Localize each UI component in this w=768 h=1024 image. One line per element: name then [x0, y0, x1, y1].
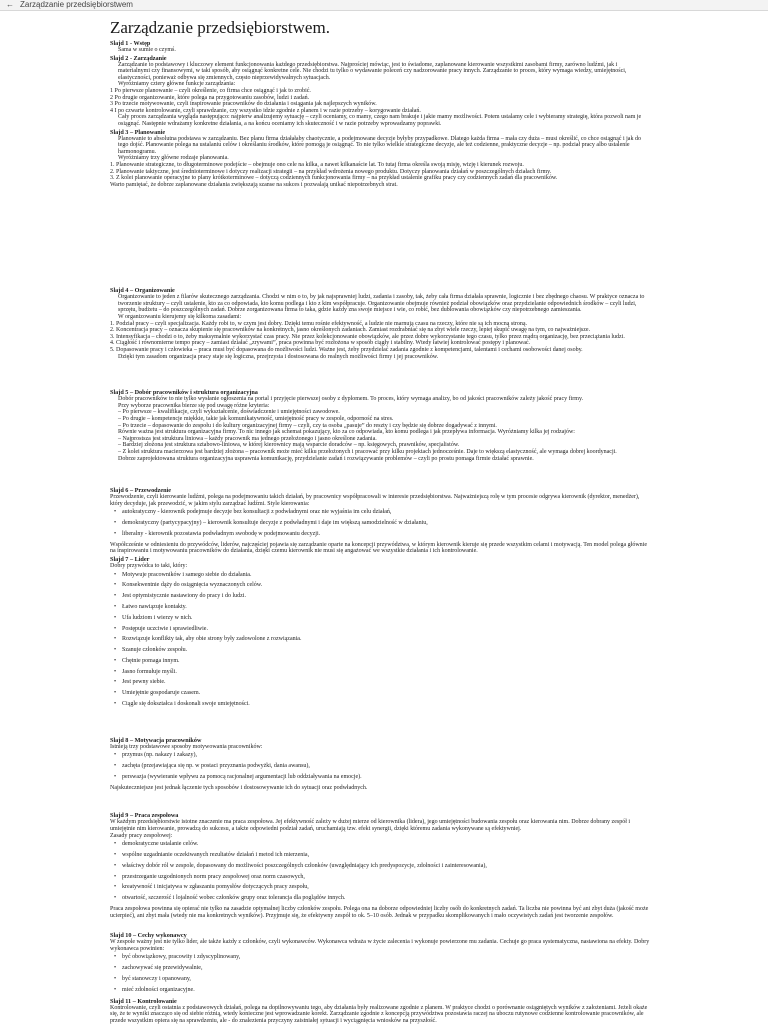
paragraph: Sama w sumie o czymś.	[118, 47, 176, 53]
paragraph: Najskuteczniejsze jest jednak łączenie tych sposobów i dostosowywanie ich do sytuacji oraz podwładnych.	[110, 784, 368, 791]
paragraph: Dobór pracowników to nie tylko wysłanie ogłoszenia na portal i przyjęcie pierwszej osoby z dyplomem. To proces, który wymaga analizy, bo od jakości pracowników zależy jakość pracy firmy.	[118, 396, 584, 403]
document-title: Zarządzanie przedsiębiorstwem.	[110, 18, 330, 37]
paragraph: W zespole ważny jest nie tylko lider, ale także każdy z członków, czyli wykonawców. Wykonawca wdraża w życie zalecenia i wykonuje powierzone mu zadania. Cechuje go praca systematyczna, nastawiona na efekty. Dobry wykonawca powinien:	[110, 939, 650, 952]
paragraph: Organizowanie to jeden z filarów skutecznego zarządzania. Chodzi w nim o to, by jak najsprawniej ludzi, zadania i zasoby, tak, żeby cała firma działała sprawnie, logicznie i bez zbędnego chaosu. W praktyce oznacza to tworzenie struktury – czyli ustalenie, kto za co odpowiada, kto komu podlega i kto z kim współpracuje. Organizowanie obejmuje również podział obowiązków oraz przydzielanie odpowiednich środków – czyli ludzi, sprzętu, budżetu – do poszczególnych zadań. Dobrze zorganizowana firma to taka, gdzie każdy zna swoje miejsce i wie, co robić, bez dublowania obowiązków czy niepotrzebnego zamieszania.	[118, 294, 645, 314]
page-break-space	[110, 360, 650, 388]
list-item: • przymus (np. nakazy i zakazy),	[110, 752, 650, 759]
page-break-space	[110, 919, 650, 931]
list-item: • Szanuje członków zespołu.	[110, 647, 650, 654]
slide-1-heading: Slajd 1 - Wstęp	[110, 40, 151, 47]
paragraph: Istnieją trzy podstawowe sposoby motywowania pracowników:	[110, 743, 263, 750]
paragraph: Cały proces zarządzania wygląda następująco: najpierw analizujemy sytuację – czyli oceniamy, co mamy, czego nam brakuje i jakie mamy możliwości. Potem ustalamy cele i wybieramy strategię, która pozwoli nam je osiągnąć. Następnie wdrażamy konkretne działania, a na końcu oceniamy ich skuteczność i w razie potrzeby wprowadzamy poprawki.	[118, 114, 642, 127]
list-item: 4 I po czwarte kontrolowanie, czyli sprawdzanie, czy wszystko idzie zgodnie z planem i w razie potrzeby – korygowanie działań.	[110, 107, 421, 114]
list-item: • demokratyczny (partycypacyjny) – kierownik konsultuje decyzje z podwładnymi i daje im większą samodzielność w działaniu,	[110, 520, 650, 527]
page-break-space	[110, 462, 650, 486]
list-item: • Umiejętnie gospodaruje czasem.	[110, 690, 650, 697]
list-item: • kreatywność i inicjatywa w zgłaszaniu pomysłów dotyczących pracy zespołu,	[110, 884, 650, 891]
paragraph: Warto pamiętać, że dobrze zaplanowane działania zwiększają szanse na sukces i pozwalają unikać niepotrzebnych strat.	[110, 181, 398, 188]
list-item: – Bardziej złożona jest struktura sztabowo-liniowa, w której kierownicy mają wsparcie doradców – np. księgowych, prawników, specjalistów.	[118, 442, 460, 449]
list-item: • otwartość, szczerość i lojalność wobec członków grupy oraz tolerancja dla poglądów innych.	[110, 895, 650, 902]
list-item: • Łatwo nawiązuje kontakty.	[110, 604, 650, 611]
page-break-space	[110, 791, 650, 811]
list-item: • wspólne uzgadnianie oczekiwanych rezultatów działań i metod ich mierzenia,	[110, 852, 650, 859]
list-item: • zachęta (przejawiająca się np. w postaci przyznania podwyżki, dania awansu),	[110, 763, 650, 770]
paragraph: Dobry przywódca to taki, który:	[110, 562, 188, 569]
paragraph: Dzięki tym zasadom organizacja pracy staje się logiczna, przejrzysta i dostosowana do realnych możliwości firmy i jej pracowników.	[118, 353, 439, 360]
list-item: 3. Z kolei planowanie operacyjne to plany krótkoterminowe – dotyczą codziennych funkcjonowania firmy – na przykład ustalenie grafiku pracy czy codziennych zadań dla pracowników.	[110, 175, 558, 182]
slide-2-heading: Slajd 2 - Zarządzanie	[110, 54, 167, 62]
page-break-space	[110, 188, 650, 286]
list-item: • Jest optymistycznie nastawiony do pracy i do ludzi.	[110, 593, 650, 600]
list-item: 3 Po trzecie motywowanie, czyli inspirowanie pracowników do działania i osiągania jak najlepszych wyników.	[110, 101, 377, 108]
list-item: • autokratyczny - kierownik podejmuje decyzje bez konsultacji z podwładnymi oraz nie wyjaśnia im celu działań,	[110, 509, 650, 516]
page-break-space	[110, 712, 650, 736]
list-item: • Ufa ludziom i wierzy w nich.	[110, 615, 650, 622]
list-item: 1. Planowanie strategiczne, to długoterminowe podejście – obejmuje ono cele na kilka, a nawet kilkanaście lat. To tutaj firma określa swoją misję, wizję i kierunek rozwoju.	[110, 161, 524, 168]
list-item: • Chętnie pomaga innym.	[110, 658, 650, 665]
list-item: • Jest pewny siebie.	[110, 679, 650, 686]
list-item: 3. Intensyfikacja – chodzi o to, żeby maksymalnie wykorzystać czas pracy. Nie przez kolekcjonowanie obowiązków, ale przez dobre wykorzystanie tego czasu, tylko przez mądrą organizację, bez przeciążania ludzi.	[110, 333, 625, 340]
list-item: • zachowywać się przewidywalnie,	[110, 965, 650, 972]
paragraph: Dobrze zaprojektowana struktura organizacyjna usprawnia komunikację, przydzielanie zadań i rozwiązywanie problemów – czyli po prostu pomaga firmie działać sprawnie.	[118, 455, 534, 462]
list-item: • właściwy dobór ról w zespole, dopasowany do możliwości poszczególnych członków (uwzględniający ich predyspozycje, zdolności i zainteresowania),	[110, 863, 650, 870]
slide-10-heading: Slajd 10 – Cechy wykonawcy	[110, 932, 187, 940]
paragraph: Praca zespołowa powinna się opierać nie tylko na zasadzie optymalnej liczby członków zespołu. Polega ona na doborze odpowiedniej liczby osób do konkretnych zadań. Ta liczba nie powinna być ani zbyt duża (jakość może ucierpieć), ani zbyt mała (wtedy nie ma konkretnych wyników). Przyjmuje się, że efektywny zespół to ok. 5–10 osób. Jednak w przypadku skomplikowanych i mało oczywistych zadań jest tworzenie zespołów.	[110, 906, 649, 919]
paragraph: W organizowaniu kierujemy się kilkoma zasadami:	[118, 314, 242, 321]
list-item: • demokratyczne ustalanie celów.	[110, 841, 650, 848]
paragraph: Wyróżniamy trzy główne rodzaje planowania.	[118, 155, 229, 162]
list-item: • Jasno formułuje myśli.	[110, 669, 650, 676]
slide-3-heading: Slajd 3 – Planowanie	[110, 128, 166, 136]
list-item: – Po pierwsze – kwalifikacje, czyli wykształcenie, doświadczenie i umiejętności zawodowe.	[118, 409, 340, 416]
list-item: • Konsekwentnie dąży do osiągnięcia wyznaczonych celów.	[110, 582, 650, 589]
list-item: – Po trzecie – dopasowanie do zespołu i do kultury organizacyjnej firmy – czyli, czy ta osoba „pasuje” do reszty i czy będzie się dobrze dogadywać z innymi.	[118, 422, 497, 429]
paragraph: W każdym przedsiębiorstwie istotne znaczenie ma praca zespołowa. Jej efektywność zależy w dużej mierze od kierownika (lidera), jego umiejętności budowania zespołu oraz kierowania nim. Dobrze dobrany zespół i umiejętnie nim kierowanie, prowadzą do sukcesu, a także odpowiedni podział zadań, uruchamiają tzw. efekt synergii, dzięki któremu zadania wykonywane są efektywniej.	[110, 819, 631, 833]
slide-5-heading: Slajd 5 – Dobór pracowników i struktura organizacyjna	[110, 389, 258, 397]
list-item: – Z kolei struktura macierzowa jest bardziej złożona – pracownik może mieć kilku przełożonych i pracować przy kilku projektach jednocześnie. Daje to większą elastyczność, ale wymaga dobrej koordynacji.	[118, 448, 617, 455]
list-item: • Motywuje pracowników i samego siebie do działania.	[110, 572, 650, 579]
paragraph: Kontrolowanie, czyli ostatnia z podstawowych działań, polega na dopilnowywaniu tego, aby działania były realizowane zgodnie z planem. W praktyce chodzi o porównanie osiągniętych wyników z założeniami. Jeżeli okaże się, że te wyniki znacząco się od siebie różnią, wtedy konieczne jest wprowadzanie korekt. Zarządzanie zgodnie z koncepcją przywództwa pozostawia raczej na uboczu rutynowe codzienne kontrolowanie pracowników, ale przede wszystkim opiera się na sprawdzeniu, ale - do znalezienia przyczyny zaistniałej sytuacji i wyciągnięcia wniosków na przyszłość.	[110, 1004, 648, 1024]
list-item: 1 Po pierwsze planowanie – czyli określenie, co firma chce osiągnąć i jak to zrobić.	[110, 87, 311, 94]
slide-7-heading: Slajd 7 – Lider	[110, 555, 150, 563]
list-item: • być stanowczy i opanowany,	[110, 976, 650, 983]
slide-11-heading: Slajd 11 – Kontrolowanie	[110, 997, 177, 1005]
slide-4-heading: Slajd 4 – Organizowanie	[110, 287, 175, 295]
list-item: • przestrzeganie uzgodnionych norm pracy zespołowej oraz norm czasowych,	[110, 874, 650, 881]
list-item: 5. Dopasowanie pracy i człowieka – praca musi być dopasowana do możliwości ludzi. Ważne jest, żeby przydzielać zadania zgodnie z kompetencjami, talentami i cechami osobowości danej osoby.	[110, 347, 583, 354]
list-item: – Po drugie – kompetencje miękkie, takie jak komunikatywność, umiejętność pracy w zespole, odporność na stres.	[118, 416, 394, 422]
list-item: • Postępuje uczciwie i sprawiedliwie.	[110, 626, 650, 633]
list-item: – Najprostsza jest struktura liniowa – każdy pracownik ma jednego przełożonego i jasno określone zadania.	[118, 435, 377, 442]
paragraph: Wyróżniamy cztery główne funkcje zarządzania:	[118, 81, 236, 88]
paragraph: Zarządzanie to podstawowy i kluczowy element funkcjonowania każdego przedsiębiorstwa. Najprościej mówiąc, jest to świadome, zaplanowane kierowanie wszystkimi zasobami firmy, zarówno ludźmi, jak i materialnymi czy finansowymi, w taki sposób, aby osiągnąć konkretne cele. Nie chodzi tu tylko o wydawanie poleceń czy nadzorowanie pracy innych. Zarządzanie to proces, który wymaga wiedzy, umiejętności, elastyczności, ponieważ odbywa się zmiennych, często nieprzewidywalnych sytuacjach.	[118, 61, 627, 81]
list-item: • perswazja (wywieranie wpływu za pomocą racjonalnej argumentacji lub oddziaływania na emocje).	[110, 774, 650, 781]
window-titlebar	[0, 0, 768, 11]
list-item: 2. Planowanie taktyczne, jest średnioterminowe i dotyczy realizacji strategii – na przykład wdrożenia nowego produktu. Dotyczy planowania działań w poszczególnych działach firmy.	[110, 168, 552, 175]
slide-6-heading: Slajd 6 – Przewodzenie	[110, 487, 172, 495]
list-item: • mieć zdolności organizacyjne.	[110, 987, 650, 994]
list-item: • być obowiązkowy, pracowity i zdyscyplinowany,	[110, 954, 650, 961]
slide-9-heading: Slajd 9 – Praca zespołowa	[110, 812, 179, 820]
list-item: 2 Po drugie organizowanie, które polega na przygotowaniu zasobów, ludzi i zadań.	[110, 94, 310, 101]
list-item: • Rozwiązuje konflikty tak, aby obie strony były zadowolone z rozwiązania.	[110, 636, 650, 643]
list-item: 4. Ciągłość i równomierne tempo pracy – zamiast działać „zrywami”, praca powinna być rozłożona w sposób ciągły i stabilny. Wtedy łatwiej kontrolować postępy i planować.	[110, 340, 531, 347]
paragraph: Przewodzenie, czyli kierowanie ludźmi, polega na podejmowaniu takich działań, by pracownicy współpracowali w interesie przedsiębiorstwa. Najważniejszą rolę w tym procesie odgrywa kierownik (dyrektor, menedżer), który decyduje, jak przewodzić, w jakim stylu zarządzać ludźmi. Style kierowania:	[110, 494, 640, 507]
list-item: 1. Podział pracy – czyli specjalizacja. Każdy robi to, w czym jest dobry. Dzięki temu rośnie efektywność, a ludzie nie marnują czasu na rzeczy, które nie są ich mocną stroną.	[110, 320, 528, 327]
paragraph: Współcześnie w odniesieniu do przywódców, liderów, najczęściej pojawia się zarządzanie oparte na koncepcji przywództwa, w którym kierownik kieruje się przede wszystkim celami i motywacją. Ten model polega głównie na inspirowaniu i motywowaniu pracowników do działania, dzięki czemu kierownik nie musi się angażować we wszystkie działania i ich kontrolowanie.	[110, 541, 648, 555]
document-body	[110, 18, 650, 1024]
slide-8-heading: Slajd 8 – Motywacja pracowników	[110, 736, 202, 744]
paragraph: Przy wyborze pracownika bierze się pod uwagę różne kryteria:	[118, 402, 270, 409]
paragraph: Zasady pracy zespołowej:	[110, 832, 173, 839]
window-title: Zarządzanie przedsiębiorstwem	[20, 0, 133, 9]
arrow-left-icon[interactable]: ←	[6, 0, 14, 9]
paragraph: Planowanie to absolutna podstawa w zarządzaniu. Bez planu firma działałaby chaotycznie, a podejmowane decyzje byłyby przypadkowe. Dlatego każda firma – mała czy duża – musi określić, co chce osiągnąć i jak do tego dojść. Planowanie polega na ustalaniu celów i określaniu środków, które pomogą je osiągnąć. To nie tylko wielkie strategiczne decyzje, ale też codzienne, praktyczne decyzje – np. podział pracy albo ustalenie harmonogramu.	[118, 135, 641, 155]
list-item: • Ciągle się dokształca i doskonali swoje umiejętności.	[110, 701, 650, 708]
paragraph: Równie ważna jest struktura organizacyjna firmy. To nic innego jak schemat pokazujący, kto za co odpowiada, kto komu podlega i jak przepływa informacja. Wyróżniamy kilka jej rodzajów:	[118, 429, 575, 436]
list-item: • liberalny - kierownik pozostawia podwładnym swobodę w podejmowaniu decyzji.	[110, 531, 650, 538]
list-item: 2. Koncentracja pracy – oznacza skupienie się pracowników na konkretnych, jasno określonych zadaniach. Zamiast rozdrabniać się na zbyt wiele rzeczy, lepiej skupić uwagę na tym, co najważniejsze.	[110, 327, 591, 334]
